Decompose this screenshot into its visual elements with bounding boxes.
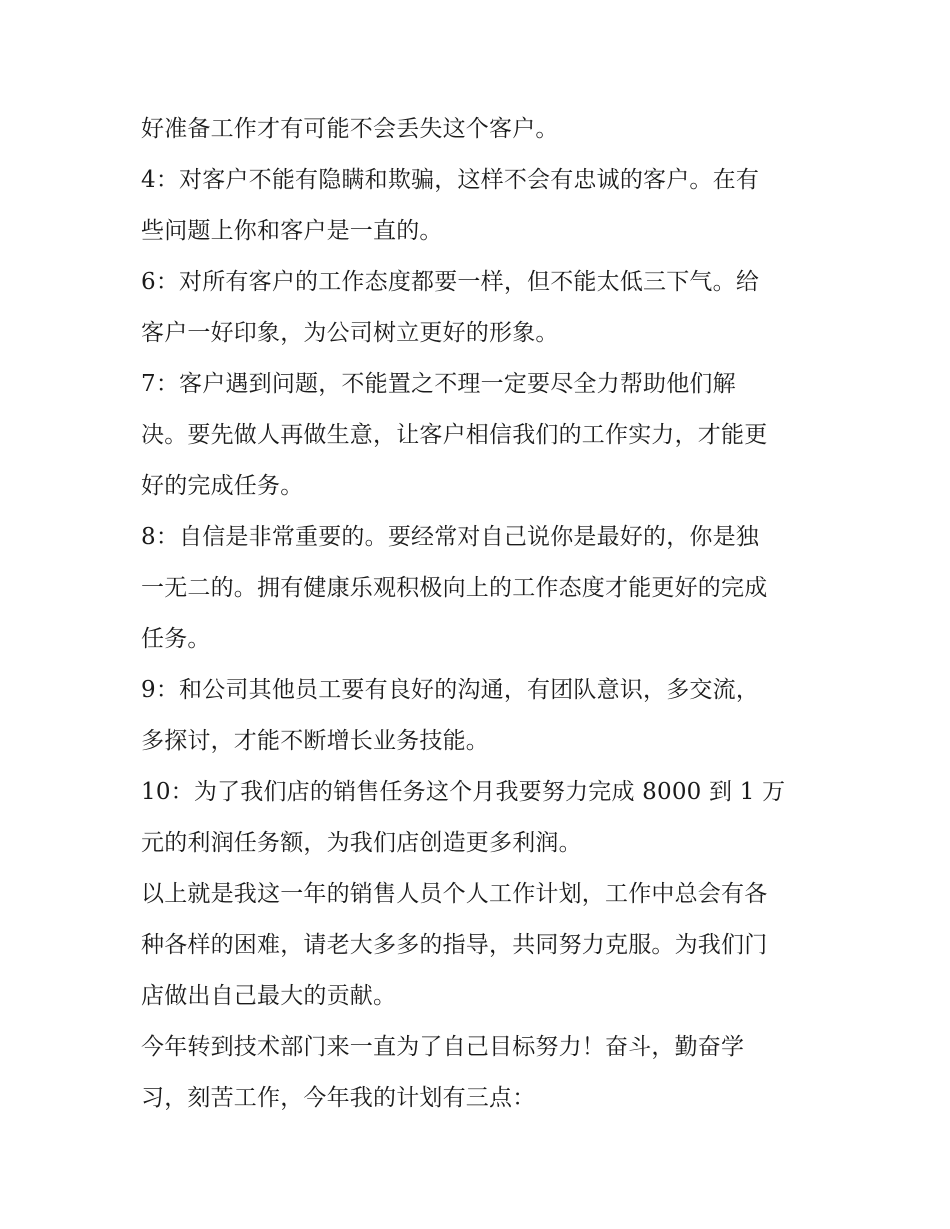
- text-line-4: 6：对所有客户的工作态度都要一样，但不能太低三下气。给: [141, 269, 760, 295]
- text-line-10: 一无二的。拥有健康乐观积极向上的工作态度才能更好的完成: [141, 575, 768, 601]
- text-line-1: 好准备工作才有可能不会丢失这个客户。: [141, 116, 559, 142]
- text-line-15: 元的利润任务额，为我们店创造更多利润。: [141, 830, 582, 856]
- text-line-7: 决。要先做人再做生意，让客户相信我们的工作实力，才能更: [141, 422, 768, 448]
- text-line-12: 9：和公司其他员工要有良好的沟通，有团队意识，多交流，: [141, 677, 760, 703]
- text-line-3: 些问题上你和客户是一直的。: [141, 218, 443, 244]
- text-line-19: 今年转到技术部门来一直为了自己目标努力！奋斗，勤奋学: [141, 1034, 745, 1060]
- text-line-20: 习，刻苦工作，今年我的计划有三点：: [141, 1085, 536, 1111]
- document-body: [141, 104, 821, 1124]
- text-line-8: 好的完成任务。: [141, 473, 304, 499]
- text-line-11: 任务。: [141, 626, 211, 652]
- text-line-14: 10：为了我们店的销售任务这个月我要努力完成 8000 到 1 万: [141, 779, 786, 805]
- text-line-5: 客户一好印象，为公司树立更好的形象。: [141, 320, 559, 346]
- text-line-17: 种各样的困难，请老大多多的指导，共同努力克服。为我们门: [141, 932, 768, 958]
- text-line-18: 店做出自己最大的贡献。: [141, 983, 397, 1009]
- text-line-13: 多探讨，才能不断增长业务技能。: [141, 728, 489, 754]
- text-line-6: 7：客户遇到问题，不能置之不理一定要尽全力帮助他们解: [141, 371, 736, 397]
- text-line-2: 4：对客户不能有隐瞒和欺骗，这样不会有忠诚的客户。在有: [141, 167, 760, 193]
- text-line-9: 8：自信是非常重要的。要经常对自己说你是最好的，你是独: [141, 524, 760, 550]
- text-line-16: 以上就是我这一年的销售人员个人工作计划，工作中总会有各: [141, 881, 768, 907]
